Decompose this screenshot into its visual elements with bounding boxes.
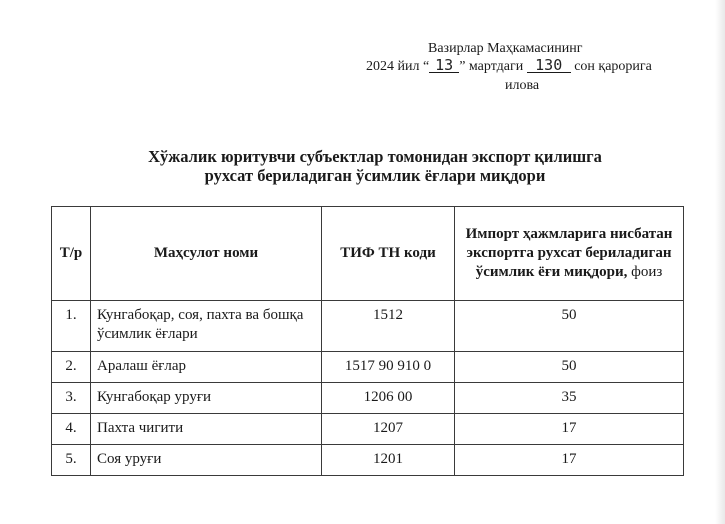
header-month-text: ” мартдаги [459,59,524,74]
cell-product-name: Соя уруғи [91,445,322,476]
table-row [52,301,684,352]
cell-code: 1512 [322,301,455,352]
cell-num: 4. [52,414,91,445]
header-line-2 [366,58,652,76]
cell-code: 1201 [322,445,455,476]
cell-product-name: Пахта чигити [91,414,322,445]
table-row [52,383,684,414]
title-line-2: рухсат бериладиган ўсимлик ёғлари миқдори [204,166,546,185]
header-year-text: 2024 йил “ [366,59,430,74]
header-decree-text: сон қарорига [574,59,652,74]
header-percent-unit: фоиз [631,264,663,280]
cell-percent: 50 [455,352,684,383]
cell-num: 2. [52,352,91,383]
header-line-3: илова [505,78,540,93]
cell-num: 5. [52,445,91,476]
export-quota-table [51,206,684,476]
cell-num: 1. [52,301,91,352]
table-row [52,445,684,476]
cell-product-name: Кунгабоқар, соя, пахта ва бошқа ўсимлик ёғлари [91,301,322,352]
cell-percent: 35 [455,383,684,414]
handwritten-day: 13 [429,58,459,73]
header-line-1: Вазирлар Маҳкамасининг [428,41,583,56]
handwritten-decree-number: 130 [527,58,571,73]
cell-num: 3. [52,383,91,414]
cell-code: 1206 00 [322,383,455,414]
header-percent-label: Импорт ҳажмларига нисбатан экспортга рухсат бериладиган ўсимлик ёғи миқдори, [465,226,673,280]
cell-percent: 17 [455,414,684,445]
header-product-name: Маҳсулот номи [91,207,322,301]
table-row [52,414,684,445]
title-line-1: Хўжалик юритувчи субъектлар томонидан экспорт қилишга [148,147,602,166]
table-row [52,352,684,383]
cell-code: 1517 90 910 0 [322,352,455,383]
header-percent [455,207,684,301]
document-title [60,147,690,185]
header-tnved-code: ТИФ ТН коди [322,207,455,301]
header-num: Т/р [52,207,91,301]
table-header-row [52,207,684,301]
cell-percent: 50 [455,301,684,352]
cell-product-name: Аралаш ёғлар [91,352,322,383]
page-edge-shadow [715,0,725,524]
cell-product-name: Кунгабоқар уруғи [91,383,322,414]
cell-code: 1207 [322,414,455,445]
cell-percent: 17 [455,445,684,476]
